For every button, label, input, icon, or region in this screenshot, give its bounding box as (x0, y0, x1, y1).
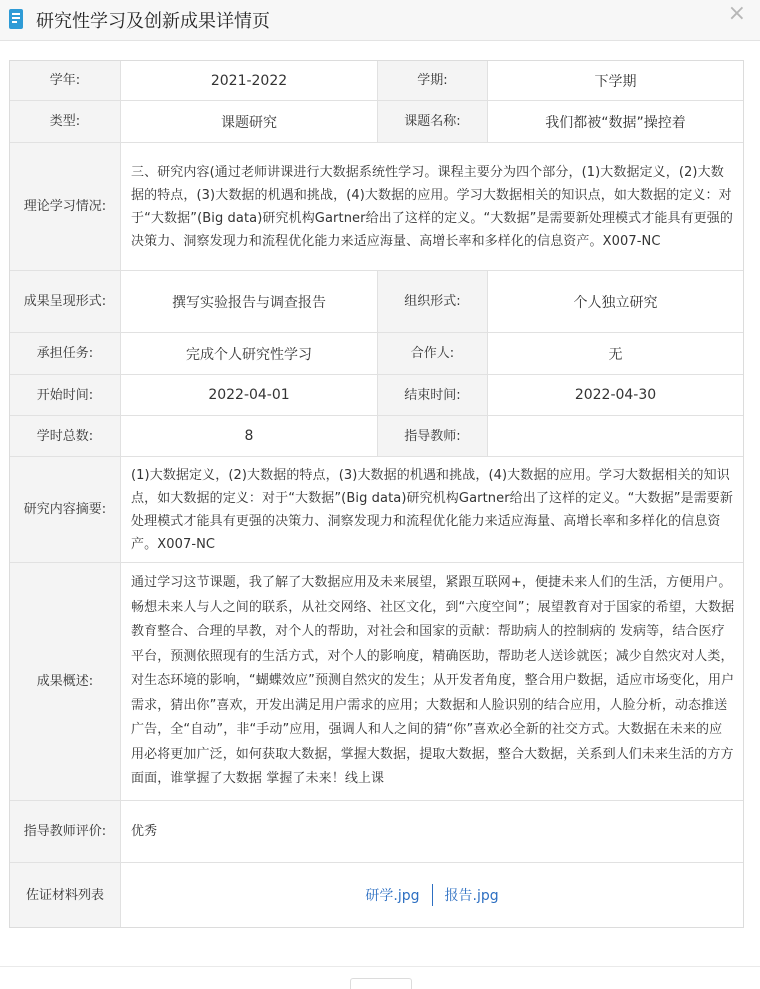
evaluation-label: 指导教师评价: (10, 801, 121, 863)
term-value: 下学期 (488, 61, 743, 101)
org-value: 个人独立研究 (488, 271, 743, 333)
window-header (0, 0, 760, 41)
org-label: 组织形式: (378, 271, 488, 333)
abstract-value: (1)大数据定义，(2)大数据的特点，(3)大数据的机遇和挑战，(4)大数据的应用。学习大数据相关的知识点，如大数据的定义：对于“大数据”(Big data)研究机构Gartner给出了这样的定义。“大数据”是需要新处理模式才能具有更强的决策力、洞察发现力和流程优化能力来适应海量、高增长率和多样化的信息资产。X007-NC (121, 457, 743, 563)
end-value: 2022-04-30 (488, 375, 743, 416)
end-label: 结束时间: (378, 375, 488, 416)
evaluation-value: 优秀 (121, 801, 743, 863)
summary-label: 成果概述: (10, 563, 121, 801)
close-icon[interactable]: × (727, 1, 746, 26)
theory-label: 理论学习情况: (10, 143, 121, 271)
detail-table (9, 60, 744, 928)
file-link-report[interactable]: 报告.jpg (444, 888, 499, 904)
hours-label: 学时总数: (10, 416, 121, 457)
abstract-label: 研究内容摘要: (10, 457, 121, 563)
format-value: 撰写实验报告与调查报告 (121, 271, 378, 333)
year-value: 2021-2022 (121, 61, 378, 101)
file-separator (432, 884, 433, 906)
summary-value: 通过学习这节课题，我了解了大数据应用及未来展望，紧跟互联网+，便捷未来人们的生活，方便用户。畅想未来人与人之间的联系，从社交网络、社区文化，到“六度空间”；展望教育对于国家的希望，大数据教育整合、合理的早教，对个人的帮助，对社会和国家的贡献：帮助病人的控制病的 发病等，结合医疗平台，预测依照现有的生活方式，对个人的影响度，精确医助，帮助老人送诊就医；减少自然灾对人类，对生态环境的影响，“蝴蝶效应”预测自然灾的发生；从开发者角度，整合用户数据，适应市场变化，用户需求，猜出你”喜欢，开发出满足用户需求的应用；大数据和人脸识别的结合应用，人脸分析，动态推送广告，全“自动”，非“手动”应用，强调人和人之间的猜“你”喜欢必全新的社交方式。大数据在未来的应用必将更加广泛，如何获取大数据，掌握大数据，提取大数据，整合大数据，关系到人们未来生活的方方面面，谁掌握了大数据 掌握了未来！线上课 (121, 563, 743, 801)
footer-divider (0, 966, 760, 967)
files-label: 佐证材料列表 (10, 863, 121, 927)
window-title: 研究性学习及创新成果详情页 (36, 11, 270, 32)
topic-label: 课题名称: (378, 101, 488, 143)
year-label: 学年: (10, 61, 121, 101)
task-label: 承担任务: (10, 333, 121, 375)
teacher-value (488, 416, 743, 457)
file-link-research[interactable]: 研学.jpg (365, 888, 420, 904)
start-label: 开始时间: (10, 375, 121, 416)
type-label: 类型: (10, 101, 121, 143)
term-label: 学期: (378, 61, 488, 101)
type-value: 课题研究 (121, 101, 378, 143)
theory-value: 三、研究内容(通过老师讲课进行大数据系统性学习。课程主要分为四个部分，(1)大数据定义，(2)大数据的特点，(3)大数据的机遇和挑战，(4)大数据的应用。学习大数据相关的知识点，如大数据的定义：对于“大数据”(Big data)研究机构Gartner给出了这样的定义。“大数据”是需要新处理模式才能具有更强的决策力、洞察发现力和流程优化能力来适应海量、高增长率和多样化的信息资产。X007-NC (121, 143, 743, 271)
format-label: 成果呈现形式: (10, 271, 121, 333)
teacher-label: 指导教师: (378, 416, 488, 457)
partner-label: 合作人: (378, 333, 488, 375)
start-value: 2022-04-01 (121, 375, 378, 416)
task-value: 完成个人研究性学习 (121, 333, 378, 375)
document-icon (9, 9, 23, 29)
partner-value: 无 (488, 333, 743, 375)
hours-value: 8 (121, 416, 378, 457)
files-list (121, 863, 743, 927)
topic-value: 我们都被“数据”操控着 (488, 101, 743, 143)
